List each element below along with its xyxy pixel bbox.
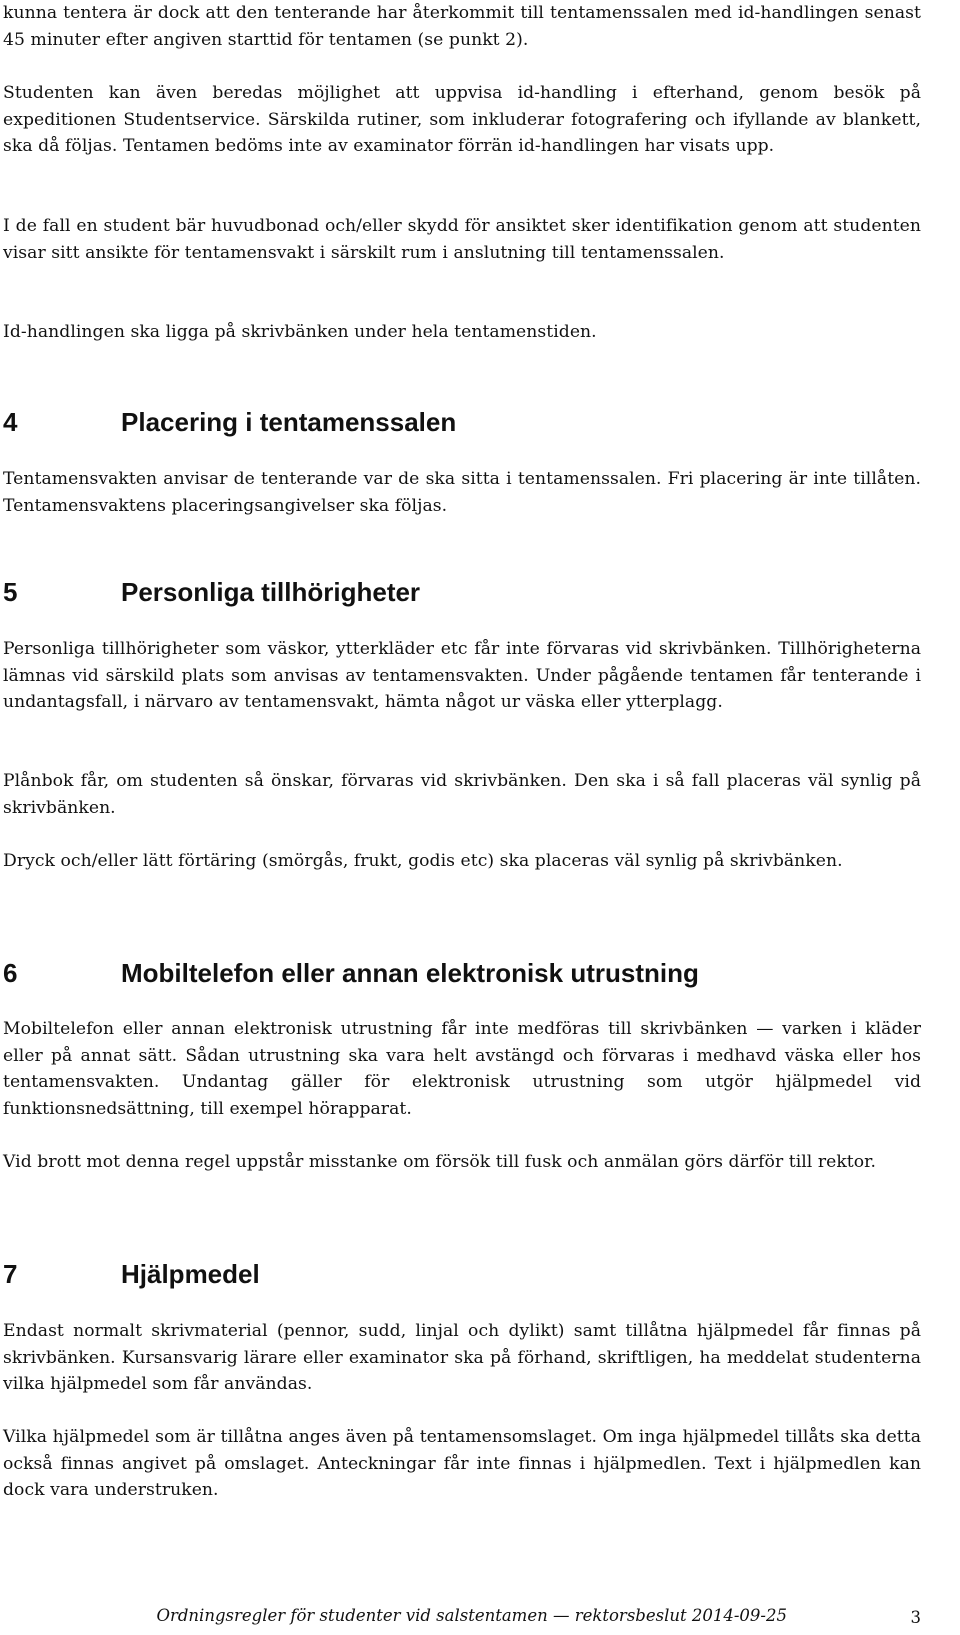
page-footer xyxy=(3,1600,921,1630)
section-title: Mobiltelefon eller annan elektronisk utrustning xyxy=(121,958,699,988)
section-7-heading xyxy=(3,1259,921,1289)
footer-running-title: Ordningsregler för studenter vid salstentamen — rektorsbeslut 2014-09-25 xyxy=(156,1606,787,1625)
section-4-heading xyxy=(3,407,921,437)
section-7-paragraph-2: Vilka hjälpmedel som är tillåtna anges även på tentamensomslaget. Om inga hjälpmedel tillåts ska detta också finnas angivet på omslaget. Anteckningar får inte finnas i hjälpmedlen. Text i hjälpmedlen kan dock vara understruken. xyxy=(3,1427,921,1500)
paragraph-id-on-desk: Id-handlingen ska ligga på skrivbänken under hela tentamenstiden. xyxy=(3,322,597,342)
section-number: 5 xyxy=(3,577,18,607)
paragraph-face-covering: I de fall en student bär huvudbonad och/eller skydd för ansiktet sker identifikation genom att studenten visar sitt ansikte för tentamensvakt i särskilt rum i anslutning till tentamenssalen. xyxy=(3,216,921,263)
section-5-heading xyxy=(3,577,921,607)
section-5-paragraph-2: Plånbok får, om studenten så önskar, förvaras vid skrivbänken. Den ska i så fall placeras väl synlig på skrivbänken. xyxy=(3,771,921,818)
section-6-paragraph-1: Mobiltelefon eller annan elektronisk utrustning får inte medföras till skrivbänken — varken i kläder eller på annat sätt. Sådan utrustning ska vara helt avstängd och förvaras i medhavd väska eller hos tentamensvakten. Undantag gäller för elektronisk utrustning som utgör hjälpmedel vid funktionsnedsättning, till exempel hörapparat. xyxy=(3,1019,921,1119)
paragraph-id-return: kunna tentera är dock att den tenterande har återkommit till tentamenssalen med id-handlingen senast 45 minuter efter angiven starttid för tentamen (se punkt 2). xyxy=(3,3,921,50)
section-7-paragraph-1: Endast normalt skrivmaterial (pennor, sudd, linjal och dylikt) samt tillåtna hjälpmedel får finnas på skrivbänken. Kursansvarig lärare eller examinator ska på förhand, skriftligen, ha meddelat studenterna vilka hjälpmedel som får användas. xyxy=(3,1321,921,1394)
section-5-paragraph-1: Personliga tillhörigheter som väskor, ytterkläder etc får inte förvaras vid skrivbänken. Tillhörigheterna lämnas vid särskild plats som anvisas av tentamensvakten. Under pågående tentamen får tenterande i undantagsfall, i närvaro av tentamensvakt, hämta något ur väska eller ytterplagg. xyxy=(3,639,921,712)
section-number: 6 xyxy=(3,958,18,988)
page-number: 3 xyxy=(910,1608,921,1627)
section-4-paragraph: Tentamensvakten anvisar de tenterande var de ska sitta i tentamenssalen. Fri placering är inte tillåten. Tentamensvaktens placeringsangivelser ska följas. xyxy=(3,469,921,516)
section-title: Placering i tentamenssalen xyxy=(121,407,457,437)
section-5-paragraph-3: Dryck och/eller lätt förtäring (smörgås, frukt, godis etc) ska placeras väl synlig på skrivbänken. xyxy=(3,851,843,871)
section-number: 7 xyxy=(3,1259,18,1289)
section-title: Personliga tillhörigheter xyxy=(121,577,421,607)
section-6-paragraph-2: Vid brott mot denna regel uppstår misstanke om försök till fusk och anmälan görs därför till rektor. xyxy=(3,1152,877,1172)
section-title: Hjälpmedel xyxy=(121,1259,260,1289)
section-number: 4 xyxy=(3,407,18,437)
paragraph-id-afterwards: Studenten kan även beredas möjlighet att uppvisa id-handling i efterhand, genom besök på expeditionen Studentservice. Särskilda rutiner, som inkluderar fotografering och ifyllande av blankett, ska då följas. Tentamen bedöms inte av examinator förrän id-handlingen har visats upp. xyxy=(3,83,921,156)
section-6-heading xyxy=(3,958,921,988)
